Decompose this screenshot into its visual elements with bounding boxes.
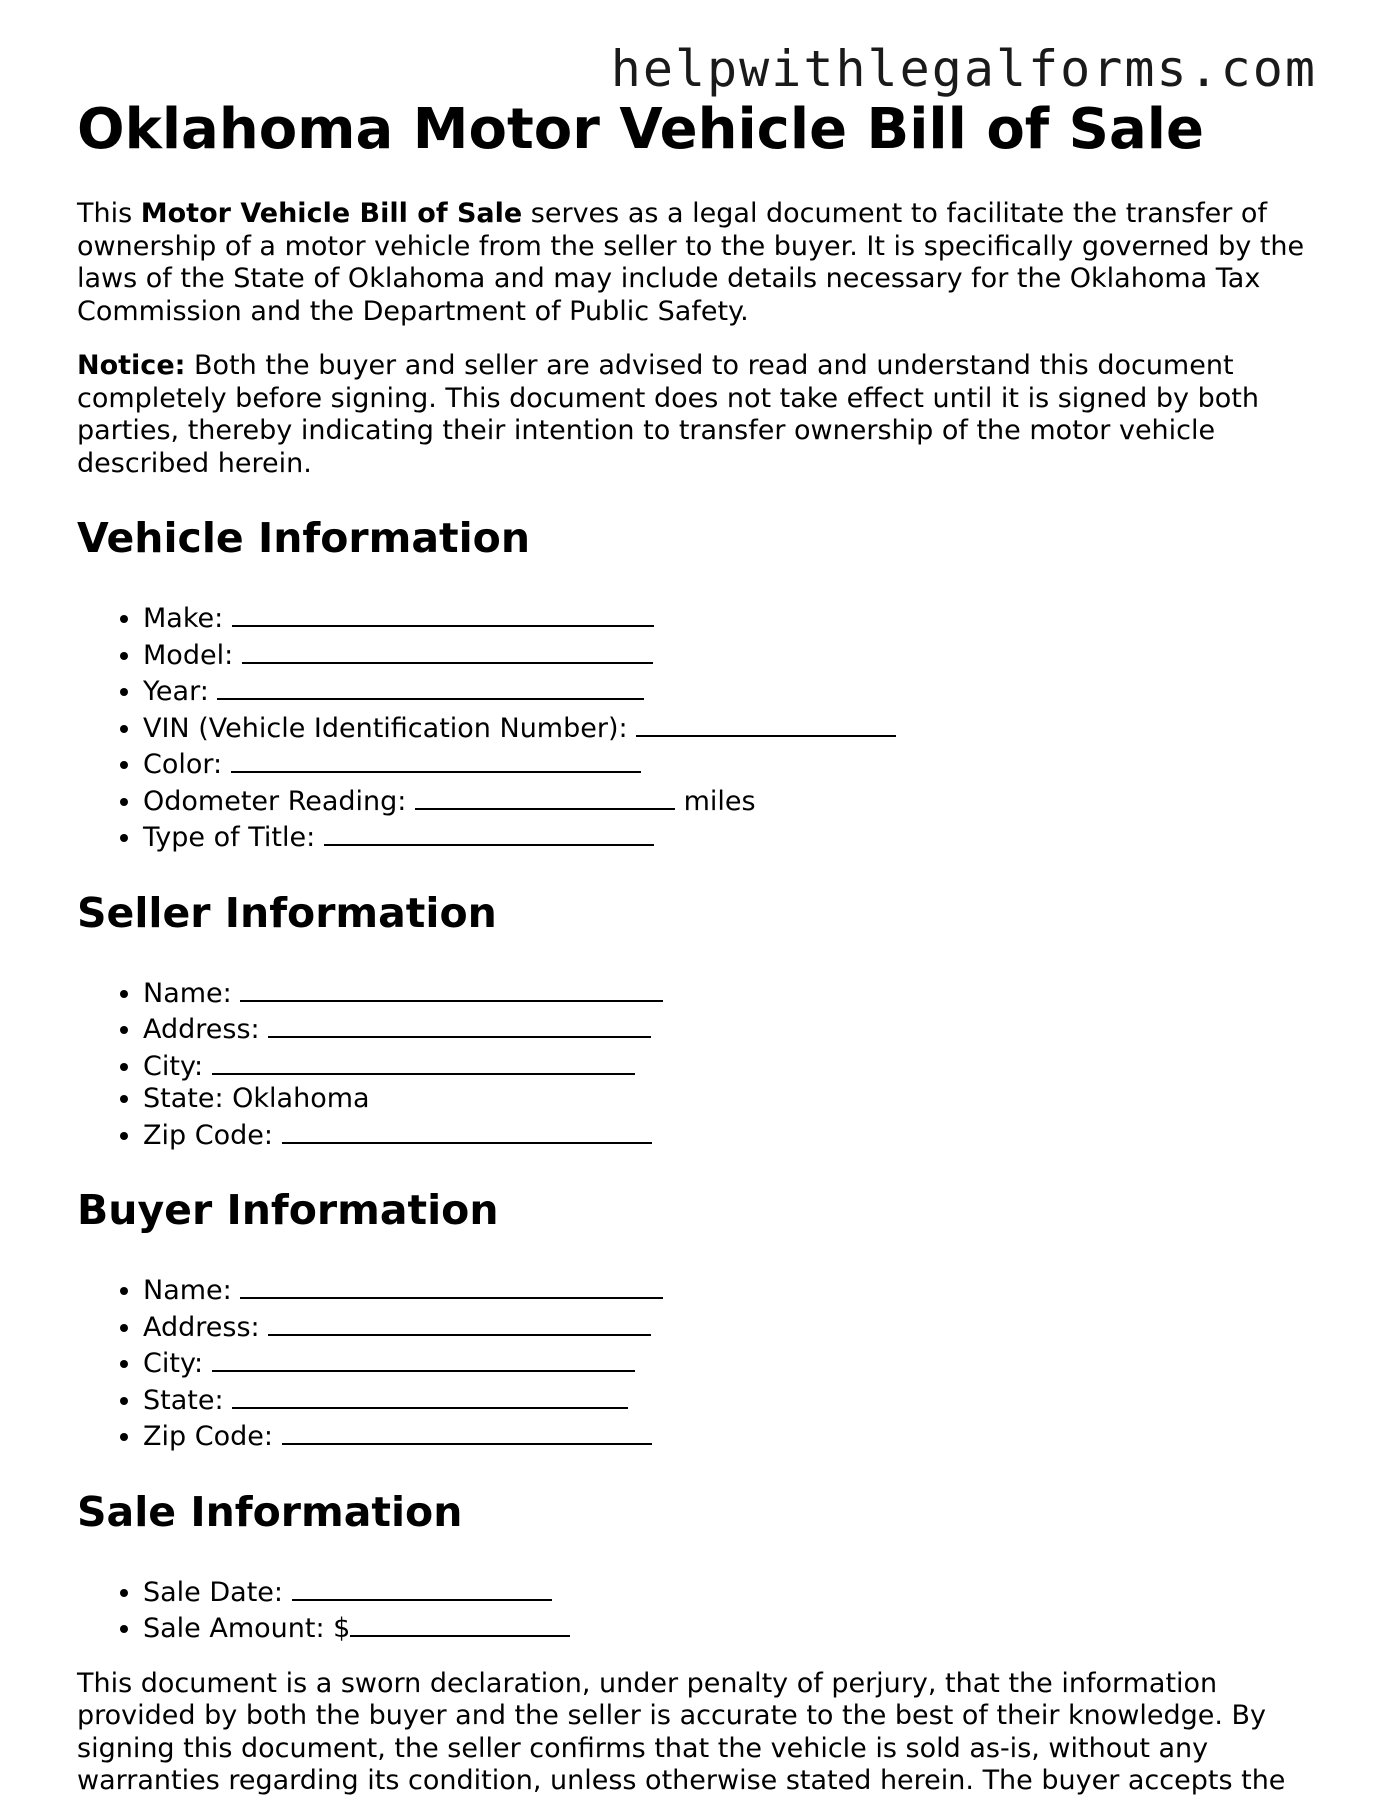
field-label: Color: [143,749,231,781]
vehicle-color [143,745,1337,782]
field-label: Sale Amount: $ [143,1613,351,1645]
intro-prefix: This [77,198,141,229]
page-title: Oklahoma Motor Vehicle Bill of Sale [77,97,1204,162]
vehicle-model [143,636,1337,673]
sale-amount-blank[interactable] [350,1609,570,1637]
field-label: Make: [143,603,232,635]
declaration-paragraph: This document is a sworn declaration, under penalty of perjury, that the information provided by both the buyer and the seller is accurate to the best of their knowledge. By signing this document, the seller confirms that the vehicle is sold as-is, without any warranties regarding its condition, unless otherwise stated herein. The buyer accepts the [77,1667,1286,1797]
notice-text: Both the buyer and seller are advised to read and understand this document completely before signing. This document does not take effect until it is signed by both parties, thereby indicating their intention to transfer ownership of the motor vehicle described herein. [77,350,1259,479]
buyer-zip-blank[interactable] [282,1417,652,1445]
vehicle-make [143,599,1337,636]
seller-zip-blank[interactable] [282,1116,652,1144]
vehicle-vin [143,709,1337,746]
buyer-zip [143,1417,1337,1454]
seller-city [143,1047,1337,1084]
field-label: Name: [143,1275,241,1307]
seller-state: • State: Oklahoma [143,1083,1337,1116]
field-label: Address: [143,1311,269,1343]
seller-list [77,974,1337,1153]
buyer-city-blank[interactable] [212,1344,635,1372]
seller-zip [143,1116,1337,1153]
vin-blank[interactable] [636,709,896,737]
vehicle-odometer [143,782,1337,819]
field-label: City: [143,1050,212,1082]
sale-date-blank[interactable] [292,1573,552,1601]
field-label: Name: [143,977,241,1009]
seller-address [143,1010,1337,1047]
field-label: Year: [143,676,218,708]
buyer-address [143,1308,1337,1345]
odometer-blank[interactable] [415,782,675,810]
field-label: Address: [143,1014,269,1046]
buyer-city [143,1344,1337,1381]
vehicle-title-type [143,818,1337,855]
field-label: Zip Code: [143,1421,282,1453]
intro-bold: Motor Vehicle Bill of Sale [140,198,523,229]
sale-heading: Sale Information [77,1487,463,1536]
odometer-unit: miles [674,785,756,817]
field-label: Model: [143,639,242,671]
field-label: City: [143,1348,212,1380]
seller-address-blank[interactable] [268,1010,651,1038]
seller-city-blank[interactable] [212,1047,635,1075]
field-label: State: [143,1384,233,1416]
field-label: Type of Title: [143,822,324,854]
seller-name-blank[interactable] [240,974,663,1002]
sale-date [143,1573,1337,1610]
buyer-name-blank[interactable] [240,1271,663,1299]
title-type-blank[interactable] [324,818,654,846]
vehicle-heading: Vehicle Information [77,514,531,562]
color-blank[interactable] [231,745,641,773]
intro-text: serves as a legal document to facilitate the transfer of ownership of a motor vehicle from the seller to the buyer. It is specifically governed by the laws of the State of Oklahoma and may include details necessary for the Oklahoma Tax Commission and the Department of Public Safety. [77,198,1305,327]
buyer-list [77,1271,1337,1454]
buyer-heading: Buyer Information [77,1186,499,1235]
vehicle-year [143,672,1337,709]
field-label: Odometer Reading: [143,785,415,817]
field-label: VIN (Vehicle Identification Number): [143,712,637,744]
buyer-name [143,1271,1337,1308]
buyer-state-blank[interactable] [232,1381,628,1409]
site-watermark: helpwithlegalforms.com [610,40,1317,98]
notice-label: Notice: [77,350,186,381]
intro-paragraph [77,198,1337,328]
vehicle-list [77,599,1337,855]
seller-heading: Seller Information [77,888,497,937]
model-blank[interactable] [242,636,653,664]
make-blank[interactable] [232,599,654,627]
field-label: Zip Code: [143,1119,282,1151]
document-body [77,198,1337,1820]
buyer-state [143,1381,1337,1418]
sale-list [77,1573,1337,1646]
year-blank[interactable] [217,672,644,700]
seller-name [143,974,1337,1011]
notice-paragraph [77,350,1337,480]
sale-amount [143,1609,1337,1646]
field-label: Sale Date: [143,1576,292,1608]
buyer-address-blank[interactable] [268,1308,651,1336]
